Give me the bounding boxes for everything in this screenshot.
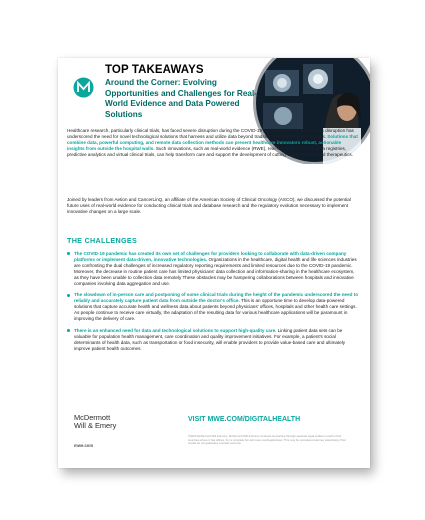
intro-highlight: Solutions that combine data, powerful computing, and remote data collection methods can present healthcare innovators robust, actionable insights from outside the hospital walls.: [67, 133, 358, 151]
mwe-logo-icon: [73, 77, 94, 98]
intro-paragraph: [67, 128, 359, 158]
bullet-highlight: The slowdown of in-person care and postponing of some clinical trials during the height of the pandemic underscored the need to reliably and accurately capture patient data from outside the doctor's office.: [74, 292, 359, 304]
bullet-icon: [67, 252, 70, 255]
bullet-icon: [67, 329, 70, 332]
header: [105, 64, 265, 120]
bullet-text: Organizations in the healthcare, digital health and life sciences industries are confronting the dual challenges of increased regulatory reporting requirements and limited resources due to the COVID-19 pandemic. Moreover, the decrease in routine patient care has limited physicians' data collection and information-sharing in the healthcare ecosystem, as they have been unable to collection data remotely These obstacles may be hampering collaborations between hospitals and innovative companies involving data aggregation and use.: [74, 256, 357, 286]
intro-text: Healthcare research, particularly clinical trials, has faced severe disruption during the COVID-19 public health emergency. This disruption has underscored the need for novel technological solutions that harness and utilize data beyond traditional clinical research models.: [67, 128, 354, 139]
brand-wordmark: [74, 414, 134, 431]
brand-line-1: McDermott: [74, 413, 111, 422]
bullet-text: Linking patient data sets can be valuable for population health management, care coordination and quality improvement initiatives. For example, a patient's social determinants of health data, such as transportation or food insecurity, will enable providers to provide value-based care and ultimately improve patient health outcomes.: [74, 327, 346, 351]
brand-url: mwe.com: [74, 443, 94, 448]
section-title: THE CHALLENGES: [67, 236, 138, 245]
bullet-icon: [67, 294, 70, 297]
list-item: [67, 251, 359, 286]
fine-print: ©2020 McDermott Will & Emery. McDermott Will & Emery conducts its practice through separate legal entities in each of the countries where it has offices. For a complete list visit mwe.com/legalnotices. This may be considered attorney advertising. Prior results do not guarantee a similar outcome.: [188, 434, 347, 446]
bullet-highlight: There is an enhanced need for data and technological solutions to support high-quality care.: [74, 327, 277, 333]
page-subtitle: Around the Corner: Evolving Opportunities and Challenges for Real-World Evidence and Data Powered Solutions: [105, 78, 257, 119]
visit-link[interactable]: VISIT MWE.COM/DIGITALHEALTH: [188, 416, 301, 423]
challenges-list: [67, 251, 359, 358]
fact-sheet-page: [58, 58, 370, 468]
list-item: [67, 292, 359, 322]
brand-line-2: Will & Emery: [74, 421, 117, 431]
list-item: [67, 328, 359, 352]
bullet-text: This is an opportune time to develop data-powered solutions that capture accurate health and wellness data about patients beyond physicians' offices, hospitals and other health care settings. As people continue to receive care virtually, the adaptation of the resulting data for various healthcare applications will be paramount in improving the delivery of care.: [74, 298, 357, 322]
bullet-highlight: The COVID-19 pandemic has created its own set of challenges for providers looking to collaborate with data-driven company platforms or implement data-driven, innovative technologies.: [74, 251, 347, 262]
page-title: TOP TAKEAWAYS: [105, 64, 204, 76]
joined-paragraph: Joined by leaders from Aetion and CancerLinQ, an affiliate of the American Society of Clinical Oncology (ASCO), we discussed the potential future uses of real-world evidence for conducting clinical trials and database research and the regulatory evolution necessary to implement innovative changes on a large scale.: [67, 197, 351, 214]
intro-tail: Such innovations, such as real-world evidence (RWE), real-world data (RWD), data registries, predictive analytics and virtual clinical trials, can help transform care and support the development of cutting-edge products and therapeutics.: [67, 145, 353, 157]
